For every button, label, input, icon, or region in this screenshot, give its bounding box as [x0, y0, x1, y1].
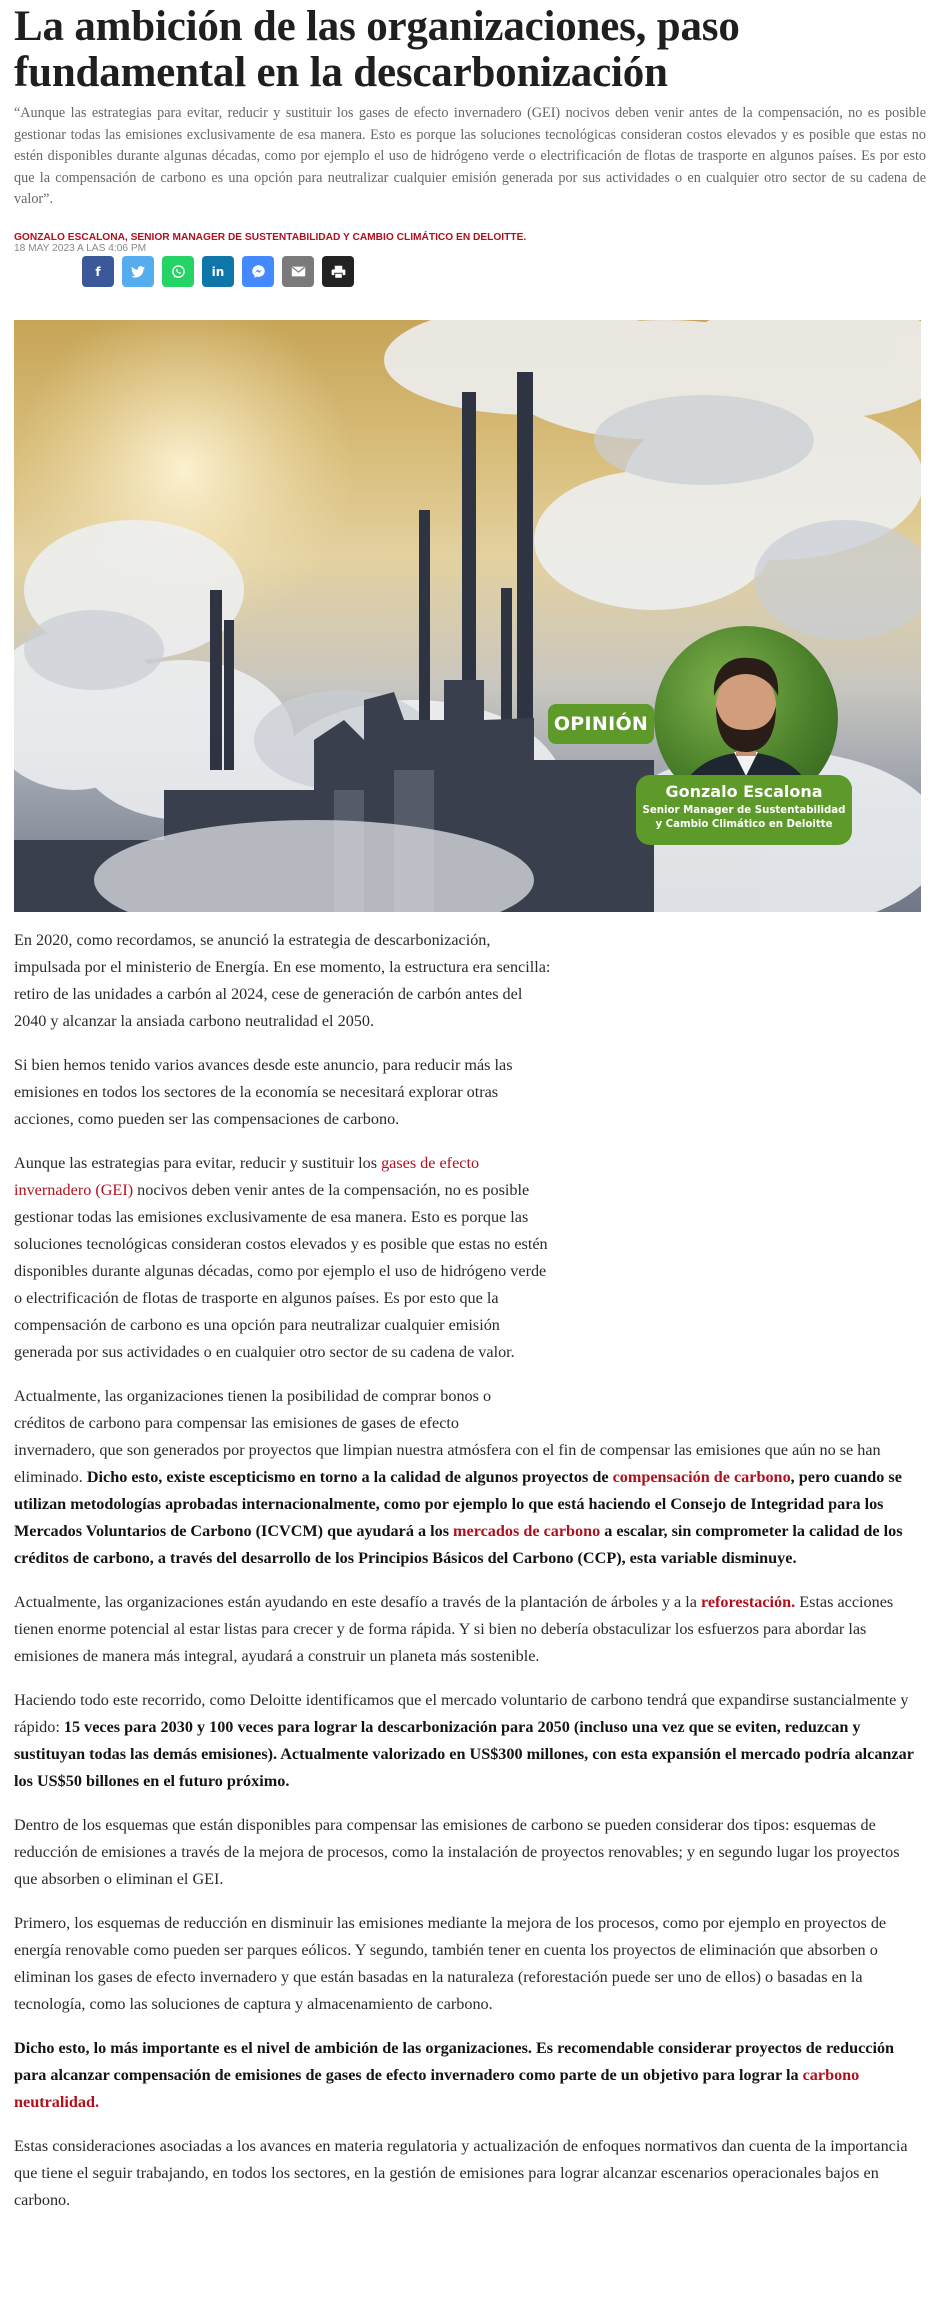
link-reforestacion[interactable]: reforestación.	[700, 1593, 796, 1611]
body-paragraph-6	[14, 1687, 921, 1795]
article-body	[14, 927, 921, 2231]
body-text: invernadero, que son generados por proyectos que limpian nuestra atmósfera con el fin de compensar las emisiones que aún no se han eliminado.	[14, 1441, 881, 1486]
link-gases-efecto-invernadero[interactable]: gases de efecto invernadero (GEI)	[14, 1154, 480, 1199]
share-linkedin-button[interactable]	[202, 256, 234, 287]
link-mercados-de-carbono[interactable]: mercados de carbono	[453, 1522, 601, 1540]
linkedin-icon: in	[211, 264, 225, 279]
print-icon	[331, 265, 346, 279]
article-lead: “Aunque las estrategias para evitar, reducir y sustituir los gases de efecto invernadero (GEI) nocivos deben venir antes de la compensación, no es posible gestionar todas las emisiones exclusivamente de esa manera. Esto es porque las soluciones tecnológicas consideran costos elevados y es posible que estas no estén disponibles durante algunas décadas, como por ejemplo el uso de hidrógeno verde o electrificación de flotas de trasporte en algunos países. Es por esto que la compensación de carbono es una opción para neutralizar cualquier emisión generada por sus actividades o en cualquier otro sector de su cadena de valor”.	[14, 105, 926, 208]
body-bold-text	[14, 2039, 894, 2111]
opinion-tag: OPINIÓN	[548, 704, 654, 744]
facebook-icon: f	[95, 264, 101, 279]
body-bold-text: 15 veces para 2030 y 100 veces para lograr la descarbonización para 2050 (incluso una vez que se eviten, reduzcan y sustituyan todas las demás emisiones). Actualmente valorizado en US$300 millones, con esta expansión el mercado podría alcanzar los US$50 billones en el futuro próximo.	[14, 1718, 914, 1790]
whatsapp-icon	[171, 264, 186, 279]
body-paragraph-2: Si bien hemos tenido varios avances desde este anuncio, para reducir más las emisiones en todos los sectores de la economía se necesitará explorar otras acciones, como pueden ser las compensaciones de carbono.	[14, 1056, 513, 1128]
body-paragraph-5	[14, 1589, 921, 1670]
email-icon	[291, 266, 306, 277]
author-role-line-2: y Cambio Climático en Deloitte	[655, 819, 833, 830]
body-paragraph-8: Primero, los esquemas de reducción en disminuir las emisiones mediante la mejora de los procesos, como por ejemplo en proyectos de energía renovable como pueden ser parques eólicos. Y segundo, también tener en cuenta los proyectos de eliminación que absorben o eliminan los gases de efecto invernadero y que están basadas en la naturaleza (reforestación puede ser uno de ellos) o basadas en la tecnología, como las soluciones de captura y almacenamiento de carbono.	[14, 1914, 887, 2013]
body-text: , pero cuando se utilizan metodologías aprobadas internacionalmente, como por ejemplo lo que está haciendo el Consejo de Integridad para los Mercados Voluntarios de Carbono (ICVCM) que ayudará a los	[14, 1468, 902, 1540]
share-messenger-button[interactable]	[242, 256, 274, 287]
share-twitter-button[interactable]	[122, 256, 154, 287]
hero-image	[14, 320, 921, 912]
share-facebook-button[interactable]	[82, 256, 114, 287]
body-text: Estas acciones tienen enorme potencial al estar listas para crecer y de forma rápida. Y si bien no debería obstaculizar los esfuerzos para abordar las emisiones de manera más integral, ayudará a construir un planeta más sostenible.	[14, 1593, 894, 1665]
body-paragraph-4	[14, 1383, 921, 1572]
share-email-button[interactable]	[282, 256, 314, 287]
share-bar	[82, 256, 354, 287]
body-paragraph-7: Dentro de los esquemas que están disponibles para compensar las emisiones de carbono se pueden considerar dos tipos: esquemas de reducción de emisiones a través de la mejora de procesos, como la instalación de proyectos renovables; y en segundo lugar los proyectos que absorben o eliminan el GEI.	[14, 1816, 900, 1888]
body-paragraph-10: Estas consideraciones asociadas a los avances en materia regulatoria y actualización de enfoques normativos dan cuenta de la importancia que tiene el seguir trabajando, en todos los sectores, en la gestión de emisiones para lograr alcanzar escenarios operacionales bajos en carbono.	[14, 2137, 908, 2209]
author-name: Gonzalo Escalona	[665, 782, 823, 801]
body-text: Haciendo todo este recorrido, como Deloitte identificamos que el mercado voluntario de carbono tendrá que expandirse sustancialmente y rápido:	[14, 1691, 909, 1736]
body-text: a escalar, sin comprometer la calidad de los créditos de carbono, a través del desarrollo de los Principios Básicos del Carbono (CCP), esta variable disminuye.	[14, 1522, 903, 1567]
body-text: Actualmente, las organizaciones tienen la posibilidad de comprar bonos o	[14, 1387, 492, 1405]
body-paragraph-3	[14, 1150, 554, 1366]
body-text: Dicho esto, existe escepticismo en torno a la calidad de algunos proyectos de	[86, 1468, 613, 1486]
link-compensacion-de-carbono[interactable]: compensación de carbono	[612, 1468, 791, 1486]
article-title: La ambición de las organizaciones, paso fundamental en la descarbonización	[14, 3, 740, 96]
body-text: nocivos deben venir antes de la compensación, no es posible gestionar todas las emisiones exclusivamente de esa manera. Esto es porque las soluciones tecnológicas consideran costos elevados y es posible que estas no estén disponibles durante algunas décadas, como por ejemplo el uso de hidrógeno verde o electrificación de flotas de trasporte en algunos países. Es por esto que la compensación de carbono es una opción para neutralizar cualquier emisión generada por sus actividades o en cualquier otro sector de su cadena de valor.	[14, 1181, 548, 1361]
byline-author[interactable]: GONZALO ESCALONA, SENIOR MANAGER DE SUSTENTABILIDAD Y CAMBIO CLIMÁTICO EN DELOITTE.	[14, 232, 527, 243]
body-text: créditos de carbono para compensar las emisiones de gases de efecto	[14, 1414, 459, 1432]
author-role-line-1: Senior Manager de Sustentabilidad	[642, 805, 846, 816]
body-paragraph-9	[14, 2035, 921, 2116]
messenger-icon	[251, 264, 266, 279]
print-button[interactable]	[322, 256, 354, 287]
body-text: Aunque las estrategias para evitar, reducir y sustituir los	[14, 1154, 382, 1172]
author-name-card	[636, 775, 852, 845]
body-bold-text	[14, 1468, 903, 1567]
share-whatsapp-button[interactable]	[162, 256, 194, 287]
twitter-icon	[131, 266, 145, 278]
byline-date: 18 MAY 2023 A LAS 4:06 PM	[14, 243, 147, 254]
byline	[14, 232, 534, 254]
body-paragraph-1: En 2020, como recordamos, se anunció la estrategia de descarbonización, impulsada por el ministerio de Energía. En ese momento, la estructura era sencilla: retiro de las unidades a carbón al 2024, cese de generación de carbón antes del 2040 y alcanzar la ansiada carbono neutralidad el 2050.	[14, 931, 551, 1030]
link-carbono-neutralidad[interactable]: carbono neutralidad.	[14, 2066, 860, 2111]
body-text: Dicho esto, lo más importante es el nivel de ambición de las organizaciones. Es recomendable considerar proyectos de reducción para alcanzar compensación de emisiones de gases de efecto invernadero como parte de un objetivo para lograr la	[14, 2039, 895, 2084]
body-text: Actualmente, las organizaciones están ayudando en este desafío a través de la plantación de árboles y a la	[14, 1593, 701, 1611]
